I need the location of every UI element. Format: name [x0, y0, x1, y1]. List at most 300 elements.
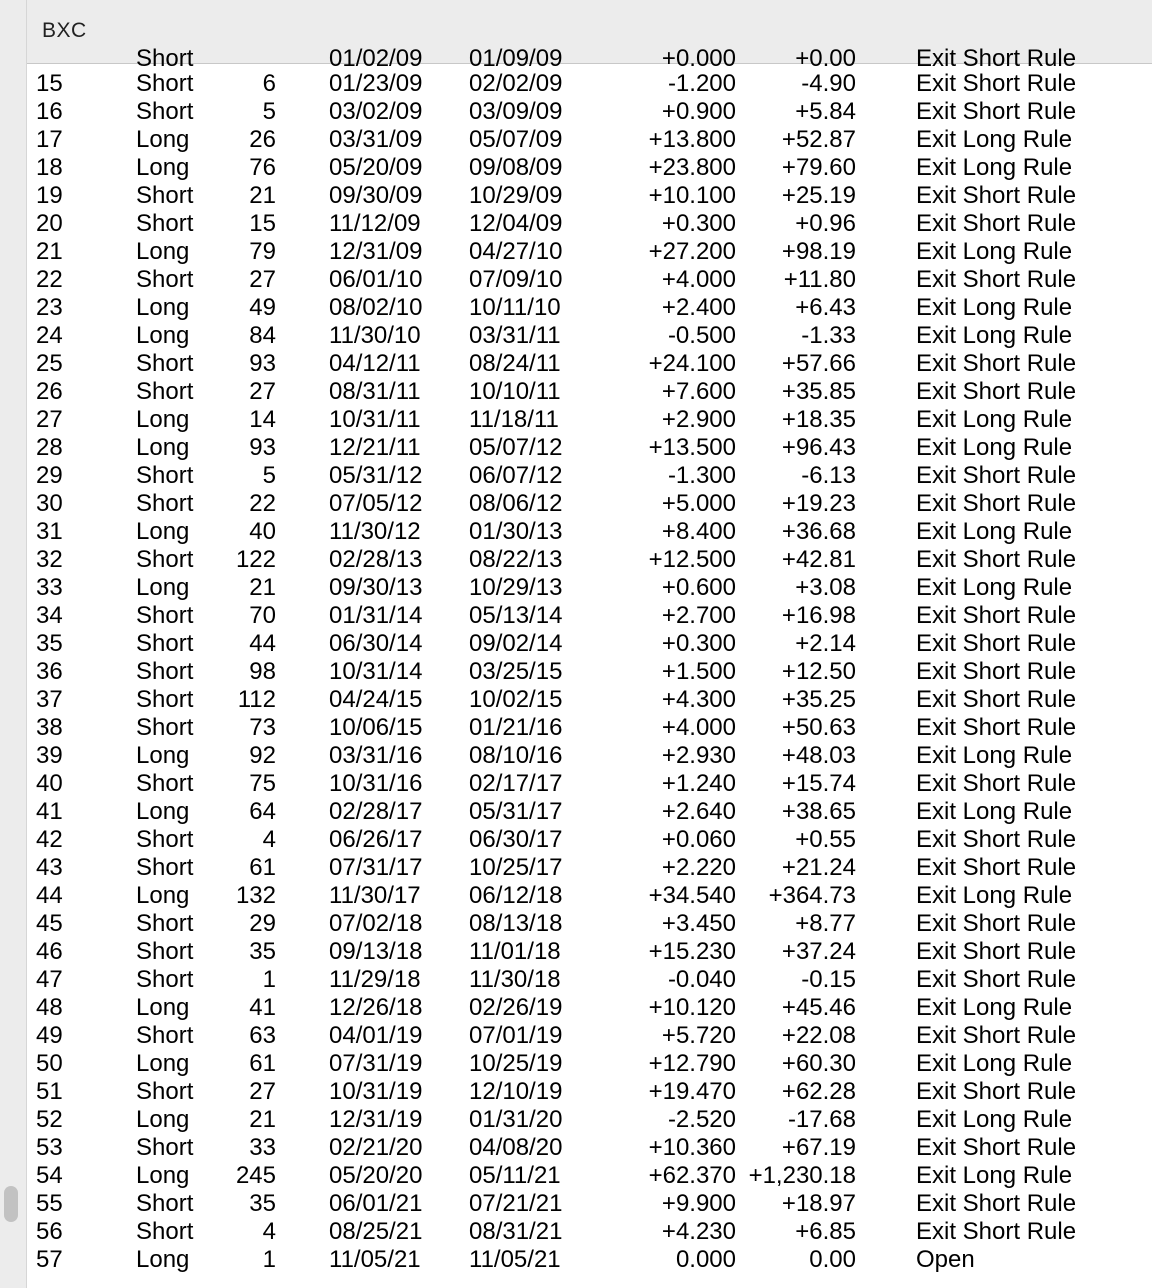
profit-percent: +21.24 [781, 854, 856, 881]
table-row[interactable] [27, 350, 1152, 378]
bars-held: 132 [235, 882, 276, 909]
trade-direction: Long [136, 1106, 190, 1133]
entry-date: 10/06/15 [329, 714, 423, 741]
profit-points: +12.500 [648, 546, 736, 573]
bars-held: 35 [249, 938, 276, 965]
profit-percent: +5.84 [795, 98, 856, 125]
trade-number: 28 [36, 434, 63, 461]
exit-date: 08/13/18 [469, 910, 563, 937]
entry-date: 10/31/11 [329, 406, 421, 433]
bars-held: 5 [262, 98, 276, 125]
bars-held: 122 [235, 546, 276, 573]
profit-points: +2.220 [661, 854, 736, 881]
bars-held: 75 [249, 770, 276, 797]
entry-date: 08/25/21 [329, 1218, 423, 1245]
entry-date: 01/23/09 [329, 70, 423, 97]
table-row[interactable] [27, 210, 1152, 238]
exit-rule: Exit Short Rule [916, 938, 1077, 965]
profit-percent: +67.19 [781, 1134, 856, 1161]
trade-number: 45 [36, 910, 63, 937]
profit-percent: -4.90 [801, 70, 856, 97]
table-row[interactable] [27, 378, 1152, 406]
exit-rule: Exit Long Rule [916, 742, 1073, 769]
exit-rule: Exit Short Rule [916, 182, 1077, 209]
exit-date: 11/30/18 [469, 966, 561, 993]
entry-date: 03/31/09 [329, 126, 423, 153]
trade-direction: Long [136, 406, 190, 433]
profit-points: +9.900 [661, 1190, 736, 1217]
exit-rule: Exit Long Rule [916, 882, 1073, 909]
exit-date: 06/07/12 [469, 462, 563, 489]
entry-date: 12/31/09 [329, 238, 423, 265]
table-row[interactable] [27, 1050, 1152, 1078]
profit-percent: +79.60 [781, 154, 856, 181]
trade-number: 44 [36, 882, 63, 909]
profit-points: +2.930 [661, 742, 736, 769]
trade-table[interactable] [27, 45, 1152, 1288]
profit-points: +2.900 [661, 406, 736, 433]
profit-percent: +35.25 [781, 686, 856, 713]
trade-direction: Short [136, 182, 194, 209]
clipped-points: +0.000 [661, 45, 736, 72]
entry-date: 11/30/17 [329, 882, 421, 909]
trade-number: 20 [36, 210, 63, 237]
exit-date: 05/31/17 [469, 798, 563, 825]
profit-percent: +50.63 [781, 714, 856, 741]
profit-points: +10.120 [648, 994, 736, 1021]
trade-direction: Long [136, 882, 190, 909]
exit-date: 01/21/16 [469, 714, 563, 741]
table-row[interactable] [27, 882, 1152, 910]
profit-percent: +38.65 [781, 798, 856, 825]
profit-points: +0.300 [661, 630, 736, 657]
trade-number: 38 [36, 714, 63, 741]
exit-rule: Exit Short Rule [916, 826, 1077, 853]
profit-points: +34.540 [648, 882, 736, 909]
trade-number: 51 [36, 1078, 63, 1105]
vertical-scrollbar-track[interactable] [0, 0, 27, 1288]
exit-rule: Exit Short Rule [916, 1218, 1077, 1245]
table-row[interactable] [27, 770, 1152, 798]
trade-number: 27 [36, 406, 63, 433]
profit-points: -0.040 [667, 966, 736, 993]
profit-points: +2.400 [661, 294, 736, 321]
bars-held: 15 [249, 210, 276, 237]
exit-date: 06/12/18 [469, 882, 563, 909]
entry-date: 11/29/18 [329, 966, 421, 993]
entry-date: 12/21/11 [329, 434, 421, 461]
profit-points: +1.500 [661, 658, 736, 685]
entry-date: 10/31/14 [329, 658, 423, 685]
profit-points: +10.100 [648, 182, 736, 209]
trade-number: 17 [36, 126, 63, 153]
profit-percent: +62.28 [781, 1078, 856, 1105]
exit-date: 10/25/17 [469, 854, 563, 881]
exit-rule: Exit Short Rule [916, 770, 1077, 797]
trade-number: 33 [36, 574, 63, 601]
table-row[interactable] [27, 574, 1152, 602]
entry-date: 11/12/09 [329, 210, 421, 237]
trade-number: 29 [36, 462, 63, 489]
exit-rule: Exit Short Rule [916, 714, 1077, 741]
trade-direction: Short [136, 658, 194, 685]
exit-rule: Exit Short Rule [916, 98, 1077, 125]
entry-date: 02/28/13 [329, 546, 423, 573]
exit-date: 03/09/09 [469, 98, 563, 125]
exit-rule: Exit Short Rule [916, 266, 1077, 293]
profit-percent: +37.24 [781, 938, 856, 965]
profit-percent: -6.13 [801, 462, 856, 489]
entry-date: 11/30/10 [329, 322, 421, 349]
entry-date: 02/28/17 [329, 798, 423, 825]
profit-points: +0.900 [661, 98, 736, 125]
exit-rule: Exit Long Rule [916, 322, 1073, 349]
profit-percent: +16.98 [781, 602, 856, 629]
exit-rule: Exit Short Rule [916, 966, 1077, 993]
table-row[interactable] [27, 1190, 1152, 1218]
bars-held: 27 [249, 266, 276, 293]
exit-rule: Exit Short Rule [916, 854, 1077, 881]
profit-percent: +22.08 [781, 1022, 856, 1049]
profit-points: +62.370 [648, 1162, 736, 1189]
entry-date: 06/01/10 [329, 266, 423, 293]
entry-date: 05/20/20 [329, 1162, 423, 1189]
exit-date: 02/17/17 [469, 770, 563, 797]
exit-rule: Exit Short Rule [916, 1134, 1077, 1161]
trade-number: 41 [36, 798, 63, 825]
profit-points: -1.200 [667, 70, 736, 97]
bars-held: 92 [249, 742, 276, 769]
exit-date: 08/10/16 [469, 742, 563, 769]
table-row[interactable] [27, 966, 1152, 994]
exit-date: 09/08/09 [469, 154, 563, 181]
profit-points: -2.520 [667, 1106, 736, 1133]
profit-points: +5.720 [661, 1022, 736, 1049]
exit-date: 11/01/18 [469, 938, 561, 965]
entry-date: 06/26/17 [329, 826, 423, 853]
trade-number: 47 [36, 966, 63, 993]
trade-number: 34 [36, 602, 63, 629]
bars-held: 70 [249, 602, 276, 629]
trade-direction: Short [136, 1190, 194, 1217]
profit-points: +15.230 [648, 938, 736, 965]
clipped-direction: Short [136, 45, 194, 72]
bars-held: 27 [249, 378, 276, 405]
exit-date: 11/18/11 [469, 406, 559, 433]
bars-held: 61 [249, 854, 276, 881]
bars-held: 245 [235, 1162, 276, 1189]
trade-number: 49 [36, 1022, 63, 1049]
exit-rule: Exit Long Rule [916, 574, 1073, 601]
profit-percent: +1,230.18 [748, 1162, 856, 1189]
profit-percent: -0.15 [801, 966, 856, 993]
bars-held: 29 [249, 910, 276, 937]
trade-direction: Short [136, 1134, 194, 1161]
table-row[interactable] [27, 658, 1152, 686]
trade-direction: Long [136, 154, 190, 181]
exit-rule: Exit Long Rule [916, 518, 1073, 545]
trade-number: 43 [36, 854, 63, 881]
bars-held: 21 [249, 574, 276, 601]
table-row[interactable] [27, 406, 1152, 434]
profit-points: +24.100 [648, 350, 736, 377]
clipped-row-fragment [27, 45, 1152, 73]
table-row[interactable] [27, 322, 1152, 350]
trade-direction: Short [136, 686, 194, 713]
exit-rule: Exit Long Rule [916, 1162, 1073, 1189]
table-row[interactable] [27, 798, 1152, 826]
entry-date: 04/01/19 [329, 1022, 423, 1049]
profit-percent: +98.19 [781, 238, 856, 265]
table-row[interactable] [27, 686, 1152, 714]
trade-direction: Long [136, 294, 190, 321]
trade-direction: Short [136, 350, 194, 377]
trade-number: 55 [36, 1190, 63, 1217]
trade-number: 57 [36, 1246, 63, 1273]
exit-date: 10/11/10 [469, 294, 561, 321]
exit-rule: Exit Long Rule [916, 798, 1073, 825]
profit-points: +23.800 [648, 154, 736, 181]
trade-number: 37 [36, 686, 63, 713]
profit-percent: +15.74 [781, 770, 856, 797]
trade-direction: Long [136, 798, 190, 825]
bars-held: 93 [249, 350, 276, 377]
trade-direction: Short [136, 378, 194, 405]
trade-number: 16 [36, 98, 63, 125]
profit-percent: +57.66 [781, 350, 856, 377]
trade-direction: Short [136, 714, 194, 741]
entry-date: 08/31/11 [329, 378, 421, 405]
exit-date: 05/13/14 [469, 602, 563, 629]
bars-held: 44 [249, 630, 276, 657]
trade-direction: Short [136, 266, 194, 293]
table-row[interactable] [27, 1162, 1152, 1190]
bars-held: 21 [249, 182, 276, 209]
bars-held: 5 [262, 462, 276, 489]
scrollbar-thumb[interactable] [4, 1186, 18, 1222]
exit-date: 04/08/20 [469, 1134, 563, 1161]
trade-direction: Long [136, 434, 190, 461]
profit-points: +4.300 [661, 686, 736, 713]
table-row[interactable] [27, 742, 1152, 770]
profit-percent: +48.03 [781, 742, 856, 769]
profit-percent: +3.08 [795, 574, 856, 601]
table-row[interactable] [27, 994, 1152, 1022]
bars-held: 1 [262, 966, 276, 993]
trade-direction: Short [136, 630, 194, 657]
table-row[interactable] [27, 910, 1152, 938]
profit-points: +13.800 [648, 126, 736, 153]
bars-held: 63 [249, 1022, 276, 1049]
exit-date: 08/24/11 [469, 350, 561, 377]
exit-date: 12/10/19 [469, 1078, 563, 1105]
exit-date: 07/09/10 [469, 266, 563, 293]
exit-rule: Exit Long Rule [916, 1050, 1073, 1077]
exit-date: 04/27/10 [469, 238, 563, 265]
trade-number: 24 [36, 322, 63, 349]
bars-held: 98 [249, 658, 276, 685]
trade-direction: Long [136, 1050, 190, 1077]
trade-direction: Short [136, 210, 194, 237]
trade-direction: Short [136, 1078, 194, 1105]
table-row[interactable] [27, 1134, 1152, 1162]
table-row[interactable] [27, 154, 1152, 182]
trade-number: 25 [36, 350, 63, 377]
table-row[interactable] [27, 182, 1152, 210]
profit-points: +0.600 [661, 574, 736, 601]
bars-held: 1 [262, 1246, 276, 1273]
entry-date: 11/05/21 [329, 1246, 421, 1273]
trade-number: 36 [36, 658, 63, 685]
exit-rule: Exit Short Rule [916, 686, 1077, 713]
trade-direction: Short [136, 826, 194, 853]
exit-rule: Exit Short Rule [916, 1190, 1077, 1217]
bars-held: 93 [249, 434, 276, 461]
entry-date: 04/12/11 [329, 350, 421, 377]
table-row[interactable] [27, 1022, 1152, 1050]
exit-rule: Exit Short Rule [916, 630, 1077, 657]
trade-number: 46 [36, 938, 63, 965]
profit-points: +1.240 [661, 770, 736, 797]
trade-number: 26 [36, 378, 63, 405]
profit-points: +2.640 [661, 798, 736, 825]
entry-date: 10/31/19 [329, 1078, 423, 1105]
exit-rule: Exit Short Rule [916, 658, 1077, 685]
exit-rule: Exit Long Rule [916, 406, 1073, 433]
profit-percent: +25.19 [781, 182, 856, 209]
exit-date: 08/31/21 [469, 1218, 563, 1245]
exit-rule: Exit Long Rule [916, 434, 1073, 461]
profit-points: -1.300 [667, 462, 736, 489]
trade-direction: Short [136, 854, 194, 881]
table-rows [27, 70, 1152, 1274]
table-row[interactable] [27, 126, 1152, 154]
exit-date: 10/02/15 [469, 686, 563, 713]
profit-percent: +60.30 [781, 1050, 856, 1077]
table-row[interactable] [27, 854, 1152, 882]
profit-points: +4.000 [661, 266, 736, 293]
profit-percent: 0.00 [809, 1246, 856, 1273]
bars-held: 21 [249, 1106, 276, 1133]
trade-number: 50 [36, 1050, 63, 1077]
table-row[interactable] [27, 98, 1152, 126]
bars-held: 79 [249, 238, 276, 265]
clipped-rule: Exit Short Rule [916, 45, 1077, 72]
exit-date: 03/25/15 [469, 658, 563, 685]
exit-rule: Exit Short Rule [916, 350, 1077, 377]
trade-number: 22 [36, 266, 63, 293]
entry-date: 06/01/21 [329, 1190, 423, 1217]
entry-date: 04/24/15 [329, 686, 423, 713]
bars-held: 76 [249, 154, 276, 181]
exit-date: 10/29/13 [469, 574, 563, 601]
bars-held: 84 [249, 322, 276, 349]
entry-date: 02/21/20 [329, 1134, 423, 1161]
exit-date: 05/07/09 [469, 126, 563, 153]
table-row[interactable] [27, 266, 1152, 294]
table-row[interactable] [27, 70, 1152, 98]
table-row[interactable] [27, 1218, 1152, 1246]
exit-rule: Exit Short Rule [916, 70, 1077, 97]
profit-points: +2.700 [661, 602, 736, 629]
trade-number: 42 [36, 826, 63, 853]
profit-points: -0.500 [667, 322, 736, 349]
profit-percent: +364.73 [768, 882, 856, 909]
exit-rule: Exit Short Rule [916, 910, 1077, 937]
table-row[interactable] [27, 630, 1152, 658]
trade-direction: Long [136, 322, 190, 349]
entry-date: 01/31/14 [329, 602, 423, 629]
exit-date: 02/02/09 [469, 70, 563, 97]
exit-date: 06/30/17 [469, 826, 563, 853]
trade-direction: Short [136, 98, 194, 125]
profit-percent: -1.33 [801, 322, 856, 349]
exit-rule: Exit Long Rule [916, 994, 1073, 1021]
profit-percent: +52.87 [781, 126, 856, 153]
trade-number: 32 [36, 546, 63, 573]
table-row[interactable] [27, 546, 1152, 574]
profit-percent: +6.43 [795, 294, 856, 321]
table-row[interactable] [27, 238, 1152, 266]
exit-rule: Exit Short Rule [916, 462, 1077, 489]
entry-date: 12/26/18 [329, 994, 423, 1021]
table-row[interactable] [27, 462, 1152, 490]
trade-number: 52 [36, 1106, 63, 1133]
table-row[interactable] [27, 938, 1152, 966]
bars-held: 40 [249, 518, 276, 545]
bars-held: 6 [262, 70, 276, 97]
trade-number: 56 [36, 1218, 63, 1245]
entry-date: 07/05/12 [329, 490, 423, 517]
table-row[interactable] [27, 714, 1152, 742]
profit-percent: +11.80 [783, 266, 856, 293]
bars-held: 26 [249, 126, 276, 153]
table-row[interactable] [27, 434, 1152, 462]
table-row[interactable] [27, 490, 1152, 518]
trade-direction: Long [136, 126, 190, 153]
profit-points: +0.060 [661, 826, 736, 853]
exit-rule: Exit Long Rule [916, 294, 1073, 321]
profit-percent: +19.23 [781, 490, 856, 517]
exit-rule: Exit Long Rule [916, 238, 1073, 265]
trade-direction: Short [136, 490, 194, 517]
profit-points: +12.790 [648, 1050, 736, 1077]
bars-held: 61 [249, 1050, 276, 1077]
table-row[interactable] [27, 1078, 1152, 1106]
table-row[interactable] [27, 294, 1152, 322]
entry-date: 09/30/09 [329, 182, 423, 209]
exit-rule: Open [916, 1246, 975, 1273]
exit-date: 01/30/13 [469, 518, 563, 545]
table-row[interactable] [27, 518, 1152, 546]
table-row[interactable] [27, 1246, 1152, 1274]
profit-percent: +0.96 [795, 210, 856, 237]
table-row[interactable] [27, 1106, 1152, 1134]
profit-points: +3.450 [661, 910, 736, 937]
bars-held: 14 [249, 406, 276, 433]
table-row[interactable] [27, 602, 1152, 630]
entry-date: 07/31/19 [329, 1050, 423, 1077]
table-row[interactable] [27, 826, 1152, 854]
exit-date: 07/01/19 [469, 1022, 563, 1049]
profit-percent: +96.43 [781, 434, 856, 461]
profit-points: +0.300 [661, 210, 736, 237]
profit-points: +13.500 [648, 434, 736, 461]
exit-rule: Exit Short Rule [916, 1078, 1077, 1105]
trade-direction: Short [136, 966, 194, 993]
exit-date: 10/25/19 [469, 1050, 563, 1077]
profit-points: +19.470 [648, 1078, 736, 1105]
